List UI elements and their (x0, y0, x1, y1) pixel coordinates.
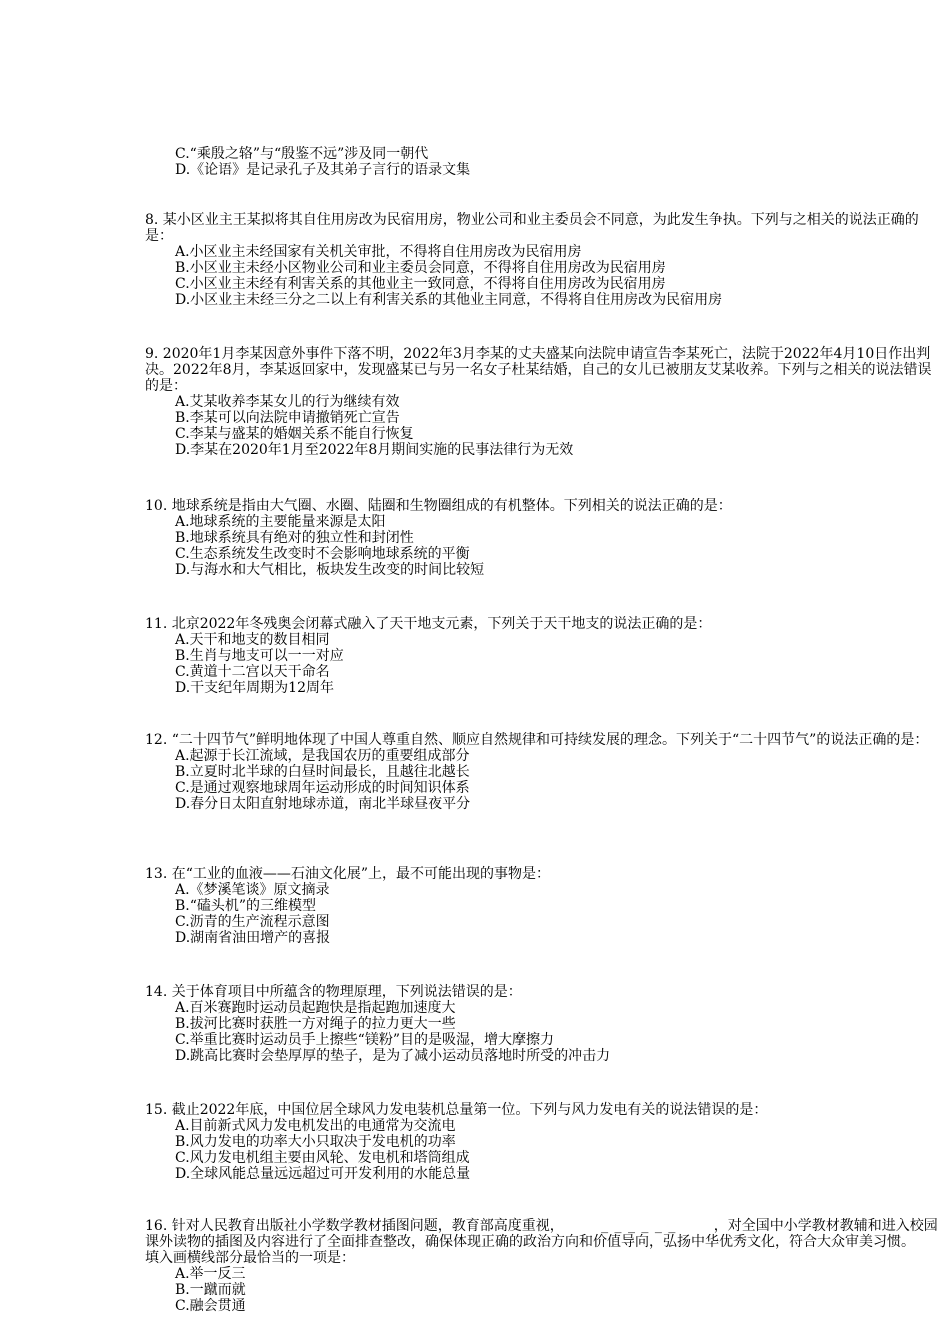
option-c: C.融会贯通 (175, 1298, 246, 1314)
question-stem: 14. 关于体育项目中所蕴含的物理原理，下列说法错误的是： (145, 984, 522, 1000)
option-a: A.地球系统的主要能量来源是太阳 (175, 514, 386, 530)
question-prompt: 填入画横线部分最恰当的一项是： (145, 1250, 355, 1266)
option-c: C.风力发电机组主要由风轮、发电机和塔筒组成 (175, 1150, 470, 1166)
option-b: B.李某可以向法院申请撤销死亡宣告 (175, 410, 400, 426)
option-a: A.艾某收养李某女儿的行为继续有效 (175, 394, 400, 410)
question-12 (145, 732, 943, 812)
question-stem: 15. 截止2022年底，中国位居全球风力发电装机总量第一位。下列与风力发电有关的说法错误的是： (145, 1102, 768, 1118)
question-13 (145, 866, 943, 946)
question-stem: 9. 2020年1月李某因意外事件下落不明，2022年3月李某的丈夫盛某向法院申请宣告李某死亡，法院于2022年4月10日作出判决。2022年8月，李某返回家中，发现盛某已与另一名女子杜某结婚，自己的女儿已被朋友艾某收养。下列与之相关的说法错误的是： (145, 346, 932, 394)
option-b: B.地球系统具有绝对的独立性和封闭性 (175, 530, 414, 546)
option-d: D.春分日太阳直射地球赤道，南北半球昼夜平分 (175, 796, 471, 812)
option-d: D.《论语》是记录孔子及其弟子言行的语录文集 (175, 162, 471, 178)
option-b: B.立夏时北半球的白昼时间最长，且越往北越长 (175, 764, 470, 780)
option-a: A.举一反三 (175, 1266, 246, 1282)
question-14 (145, 984, 943, 1064)
stem-before-blank: 16. 针对人民教育出版社小学数学教材插图问题，教育部高度重视， (145, 1218, 564, 1234)
option-b: B.小区业主未经小区物业公司和业主委员会同意，不得将自住用房改为民宿用房 (175, 260, 666, 276)
option-a: A.目前新式风力发电机发出的电通常为交流电 (175, 1118, 456, 1134)
option-a: A.天干和地支的数目相同 (175, 632, 330, 648)
question-stem: 8. 某小区业主王某拟将其自住用房改为民宿用房，物业公司和业主委员会不同意，为此发生争执。下列与之相关的说法正确的是： (145, 212, 919, 244)
question-stem: 12. “二十四节气”鲜明地体现了中国人尊重自然、顺应自然规律和可持续发展的理念。下列关于“二十四节气”的说法正确的是： (145, 732, 929, 748)
fill-blank: _ _ _ _ _ _ (601, 1218, 677, 1234)
option-c: C.小区业主未经有利害关系的其他业主一致同意，不得将自住用房改为民宿用房 (175, 276, 666, 292)
question-11 (145, 616, 943, 696)
question-15 (145, 1102, 943, 1182)
option-c: C.李某与盛某的婚姻关系不能自行恢复 (175, 426, 414, 442)
option-b: B.生肖与地支可以一一对应 (175, 648, 344, 664)
question-7-partial (145, 146, 943, 178)
option-a: A.百米赛跑时运动员起跑快是指起跑加速度大 (175, 1000, 456, 1016)
option-d: D.干支纪年周期为12周年 (175, 680, 334, 696)
question-stem: 10. 地球系统是指由大气圈、水圈、陆圈和生物圈组成的有机整体。下列相关的说法正确的是： (145, 498, 732, 514)
option-c: C.沥青的生产流程示意图 (175, 914, 330, 930)
option-d: D.湖南省油田增产的喜报 (175, 930, 331, 946)
option-b: B.风力发电的功率大小只取决于发电机的功率 (175, 1134, 456, 1150)
option-c: C.“乘殷之辂”与“殷鉴不远”涉及同一朝代 (175, 146, 429, 162)
option-c: C.是通过观察地球周年运动形成的时间知识体系 (175, 780, 470, 796)
option-a: A.起源于长江流域，是我国农历的重要组成部分 (175, 748, 470, 764)
question-stem: 11. 北京2022年冬残奥会闭幕式融入了天干地支元素，下列关于天干地支的说法正确的是： (145, 616, 712, 632)
question-16 (145, 1218, 943, 1314)
question-stem (145, 1218, 943, 1250)
option-c: C.举重比赛时运动员手上擦些“镁粉”目的是吸湿，增大摩擦力 (175, 1032, 554, 1048)
stem-after-blank: ，对全国中小学教材教辅和进入校园课外读物的插图及内容进行了全面排查整改，确保体现正确的政治方向和价值导向，弘扬中华优秀文化，符合大众审美习惯。 (145, 1218, 938, 1250)
option-d: D.李某在2020年1月至2022年8月期间实施的民事法律行为无效 (175, 442, 574, 458)
option-b: B.一蹴而就 (175, 1282, 246, 1298)
question-8 (145, 212, 943, 308)
option-b: B.拔河比赛时获胜一方对绳子的拉力更大一些 (175, 1016, 456, 1032)
option-b: B.“磕头机”的三维模型 (175, 898, 317, 914)
question-9 (145, 346, 943, 458)
question-stem: 13. 在“工业的血液——石油文化展”上，最不可能出现的事物是： (145, 866, 551, 882)
option-d: D.小区业主未经三分之二以上有利害关系的其他业主同意，不得将自住用房改为民宿用房 (175, 292, 723, 308)
option-a: A.《梦溪笔谈》原文摘录 (175, 882, 330, 898)
option-d: D.跳高比赛时会垫厚厚的垫子，是为了减小运动员落地时所受的冲击力 (175, 1048, 611, 1064)
option-c: C.生态系统发生改变时不会影响地球系统的平衡 (175, 546, 470, 562)
option-a: A.小区业主未经国家有关机关审批，不得将自住用房改为民宿用房 (175, 244, 582, 260)
option-d: D.与海水和大气相比，板块发生改变的时间比较短 (175, 562, 485, 578)
option-d: D.全球风能总量远远超过可开发利用的水能总量 (175, 1166, 471, 1182)
question-10 (145, 498, 943, 578)
option-c: C.黄道十二宫以天干命名 (175, 664, 330, 680)
